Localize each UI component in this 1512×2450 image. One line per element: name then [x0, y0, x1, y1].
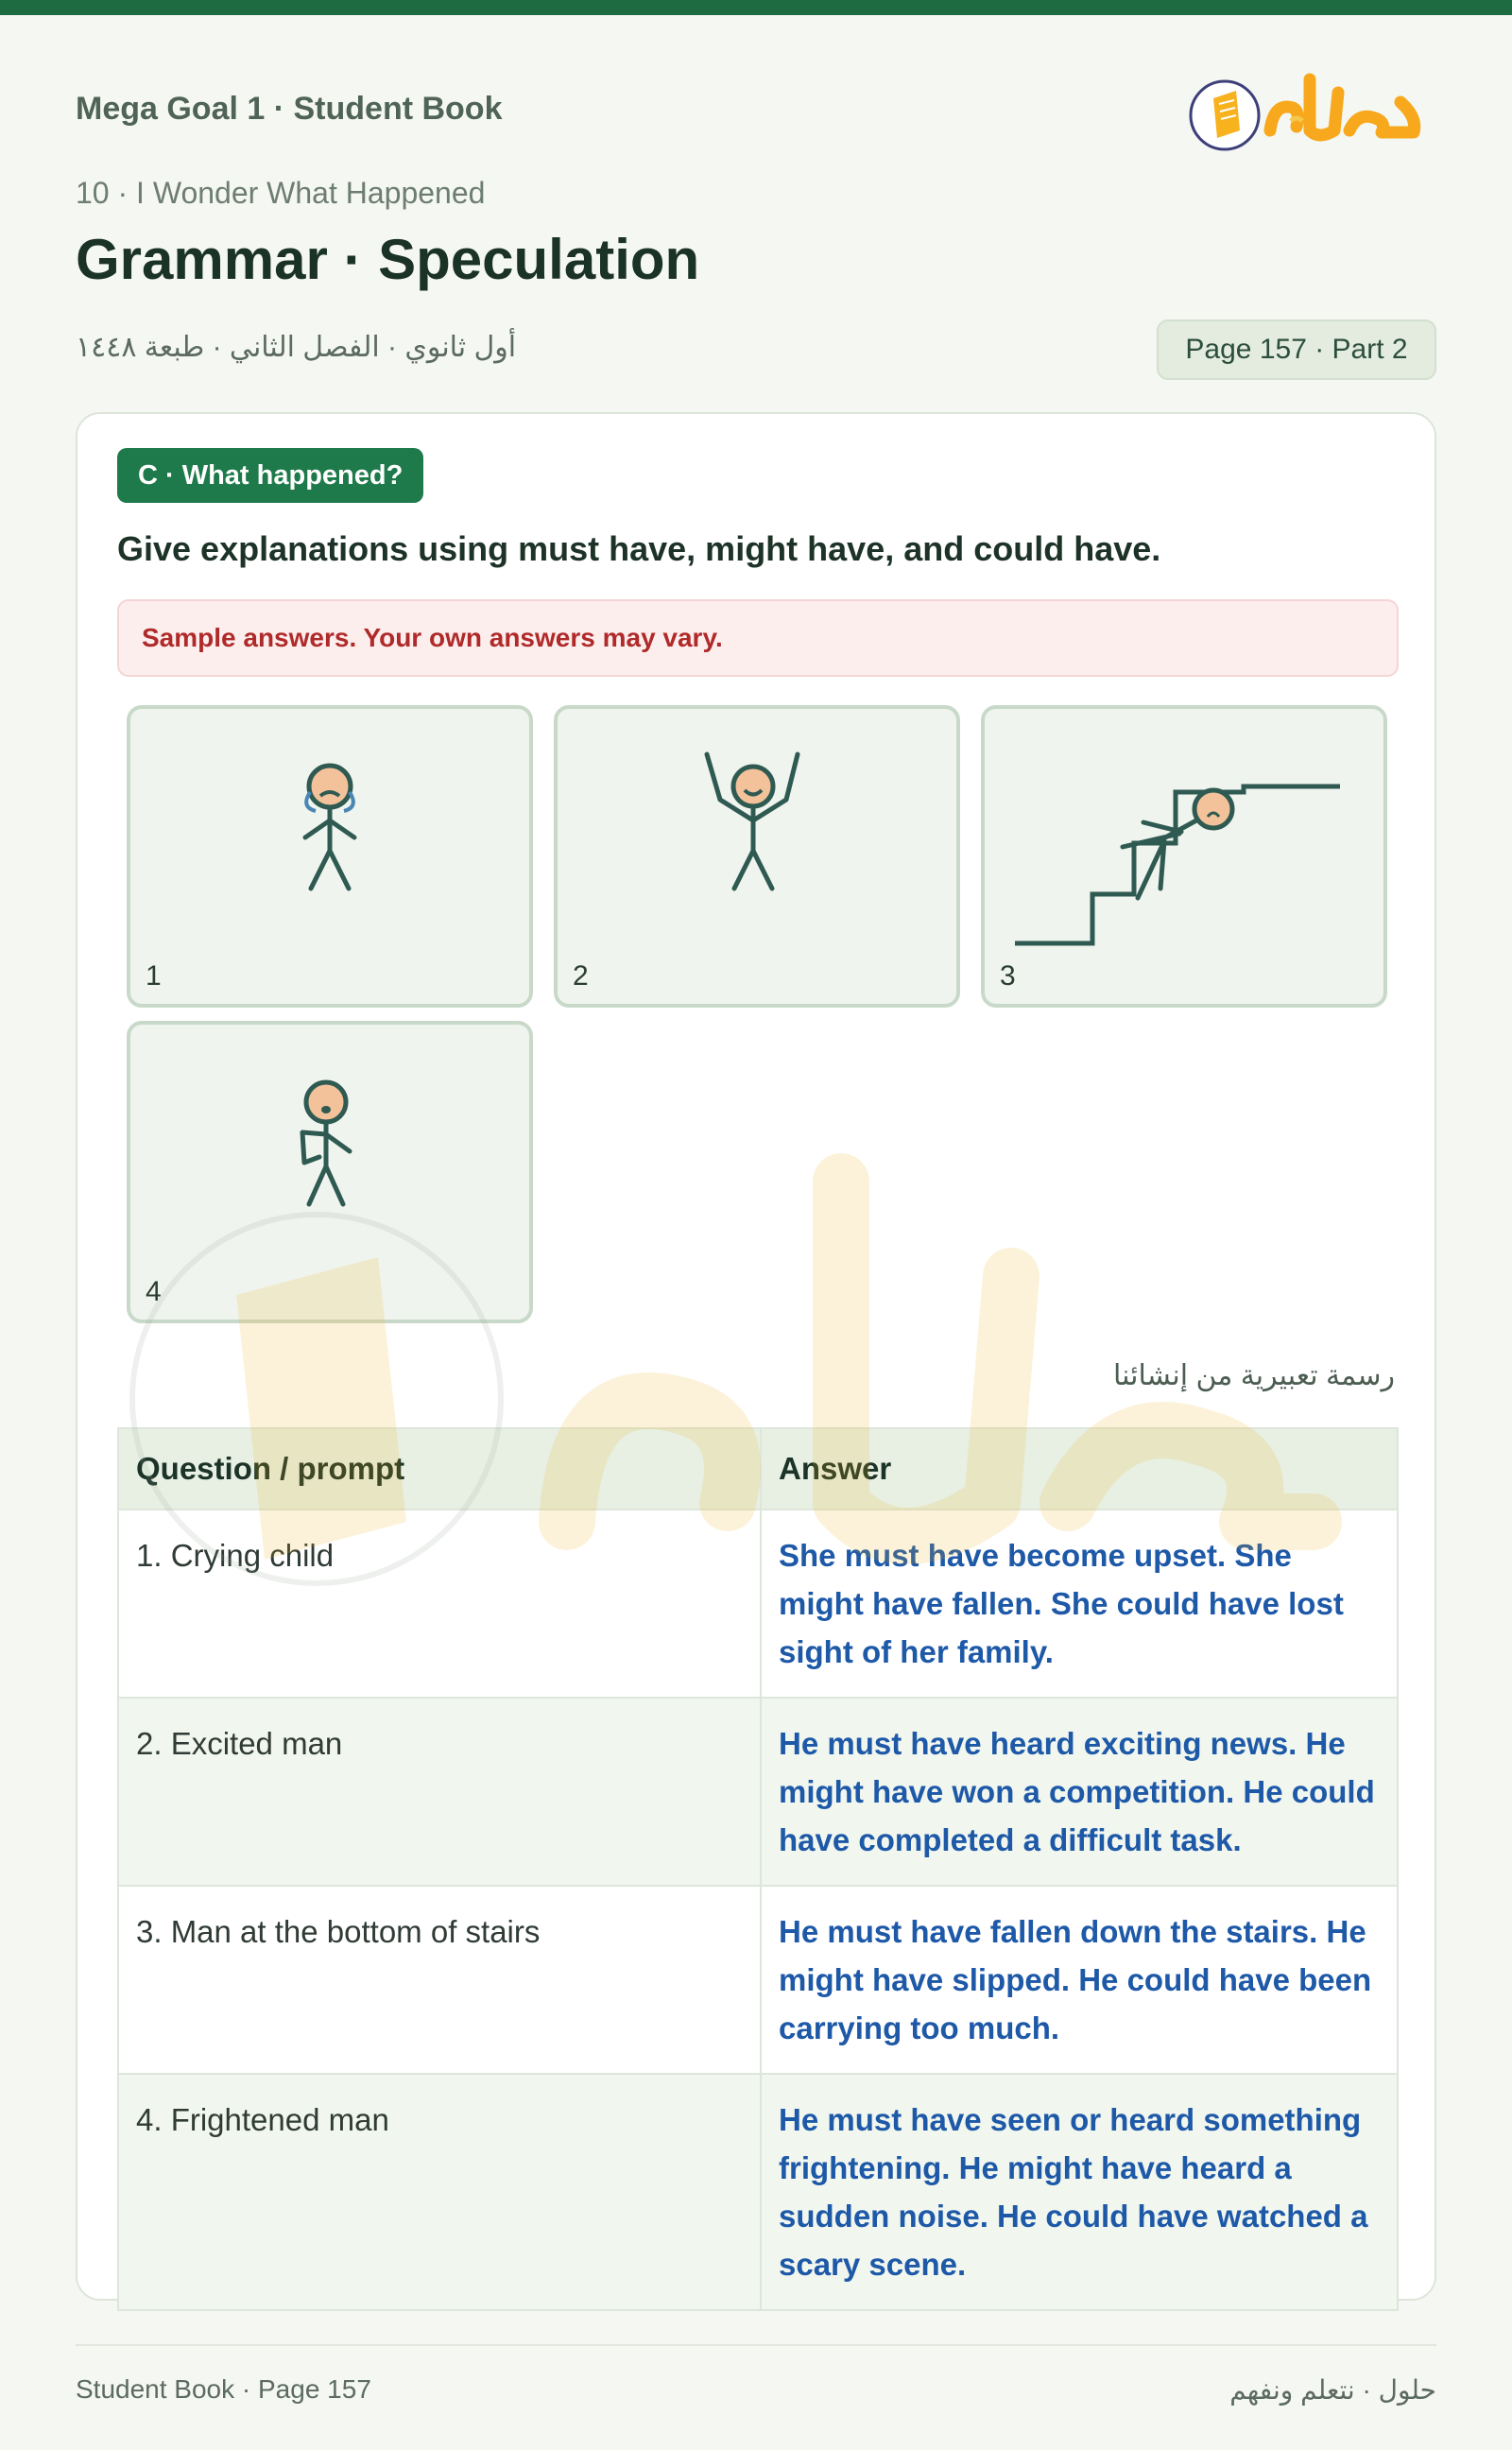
exercise-card: [76, 412, 1436, 2301]
question-cell: 2. Excited man: [118, 1698, 761, 1886]
answer-cell: She must have become upset. She might have fallen. She could have lost sight of her family.: [761, 1510, 1398, 1698]
frightened-man-icon: [130, 1025, 529, 1320]
footer-divider: [76, 2344, 1436, 2346]
instruction: Give explanations using must have, might have, and could have.: [117, 529, 1161, 568]
answer-cell: He must have fallen down the stairs. He might have slipped. He could have been carrying too much.: [761, 1886, 1398, 2074]
hulul-logo: [1187, 60, 1423, 161]
unit-label: 10 · I Wonder What Happened: [76, 176, 486, 210]
answers-table: [117, 1427, 1399, 2311]
footer-brand: حلول · نتعلم ونفهم: [1229, 2375, 1436, 2405]
table-row: [118, 1698, 1398, 1886]
panel-number: 1: [146, 960, 162, 992]
table-row: [118, 1886, 1398, 2074]
sample-answers-note: Sample answers. Your own answers may vary.: [117, 599, 1399, 677]
section-tag: C · What happened?: [117, 448, 423, 503]
column-header-question: Question / prompt: [118, 1428, 761, 1510]
man-falling-stairs-icon: [985, 709, 1383, 1004]
page-badge: Page 157 · Part 2: [1157, 319, 1436, 380]
picture-panel-2: [554, 705, 960, 1008]
question-cell: 3. Man at the bottom of stairs: [118, 1886, 761, 2074]
book-title: Mega Goal 1 · Student Book: [76, 91, 503, 127]
panel-number: 2: [573, 960, 589, 992]
footer-page-label: Student Book · Page 157: [76, 2374, 371, 2404]
table-header-row: [118, 1428, 1398, 1510]
column-header-answer: Answer: [761, 1428, 1398, 1510]
picture-panel-3: [981, 705, 1387, 1008]
question-cell: 4. Frightened man: [118, 2074, 761, 2310]
panel-number: 3: [1000, 960, 1016, 992]
table-row: [118, 1510, 1398, 1698]
top-accent-bar: [0, 0, 1512, 15]
question-cell: 1. Crying child: [118, 1510, 761, 1698]
panel-number: 4: [146, 1276, 162, 1307]
picture-panel-4: [127, 1021, 533, 1323]
illustration-caption: رسمة تعبيرية من إنشائنا: [1112, 1360, 1395, 1391]
answer-cell: He must have seen or heard something frightening. He might have heard a sudden noise. He could have watched a scary scene.: [761, 2074, 1398, 2310]
page-title: Grammar · Speculation: [76, 228, 700, 291]
crying-child-icon: [130, 709, 529, 1004]
table-row: [118, 2074, 1398, 2310]
arabic-subtitle: أول ثانوي · الفصل الثاني · طبعة ١٤٤٨: [76, 332, 517, 363]
picture-panel-1: [127, 705, 533, 1008]
excited-man-icon: [558, 709, 956, 1004]
answer-cell: He must have heard exciting news. He might have won a competition. He could have completed a difficult task.: [761, 1698, 1398, 1886]
